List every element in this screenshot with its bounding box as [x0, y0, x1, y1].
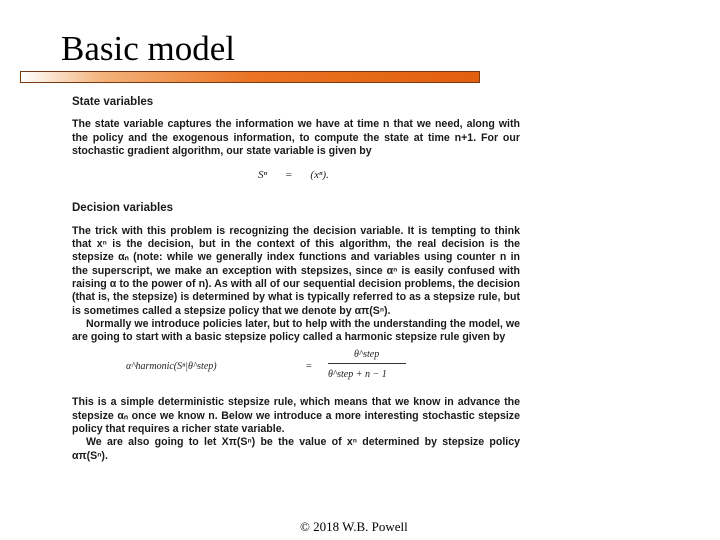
state-equation-lhs: Sⁿ: [258, 169, 267, 182]
formula-denominator: θ^step + n − 1: [328, 369, 387, 381]
slide-content: [72, 96, 520, 463]
title-underline-bar: [20, 71, 480, 83]
harmonic-stepsize-formula: [72, 346, 520, 390]
state-variables-heading: State variables: [72, 96, 154, 108]
formula-numerator: θ^step: [354, 349, 380, 361]
state-variables-paragraph: The state variable captures the information we have at time n that we need, along with the policy and the exogenous information, to compute the state at time n+1. For our stochastic gradient algorithm, our state variable is given by: [72, 118, 520, 157]
state-equation: [258, 169, 520, 182]
state-equation-rhs: (xⁿ).: [310, 169, 329, 182]
state-equation-sign: =: [284, 169, 293, 182]
formula-equals: =: [306, 361, 312, 373]
formula-lhs: α^harmonic(Sⁿ|θ^step): [126, 361, 217, 373]
decision-paragraph-3: This is a simple deterministic stepsize rule, which means that we know in advance the stepsize αₙ once we know n. Below we introduce a more interesting stochastic stepsize policy that requires a richer state variable.: [72, 396, 520, 436]
copyright-footer: © 2018 W.B. Powell: [300, 519, 408, 534]
decision-variables-heading: Decision variables: [72, 202, 173, 215]
slide-title: Basic model: [61, 29, 235, 68]
decision-paragraph-2: Normally we introduce policies later, but to help with the understanding the model, we are going to start with a basic stepsize policy called a harmonic stepsize rule given by: [72, 317, 520, 344]
fraction-bar: [328, 363, 406, 364]
decision-paragraph-4: We are also going to let Xπ(Sⁿ) be the value of xⁿ determined by stepsize policy απ(Sⁿ).: [72, 436, 520, 462]
decision-paragraph-1: The trick with this problem is recognizing the decision variable. It is tempting to think that xⁿ is the decision, but in the context of this algorithm, the real decision is the stepsize αₙ (note: while we generally index functions and variables using counter n in the superscript, we make an exception with stepsizes, since αⁿ is easily confused with raising α to the power of n). As with all of our sequential decision problems, the decision (that is, the stepsize) is determined by what is typically referred to as a stepsize rule, but is sometimes called a stepsize policy that we denote by απ(Sⁿ).: [72, 224, 520, 317]
